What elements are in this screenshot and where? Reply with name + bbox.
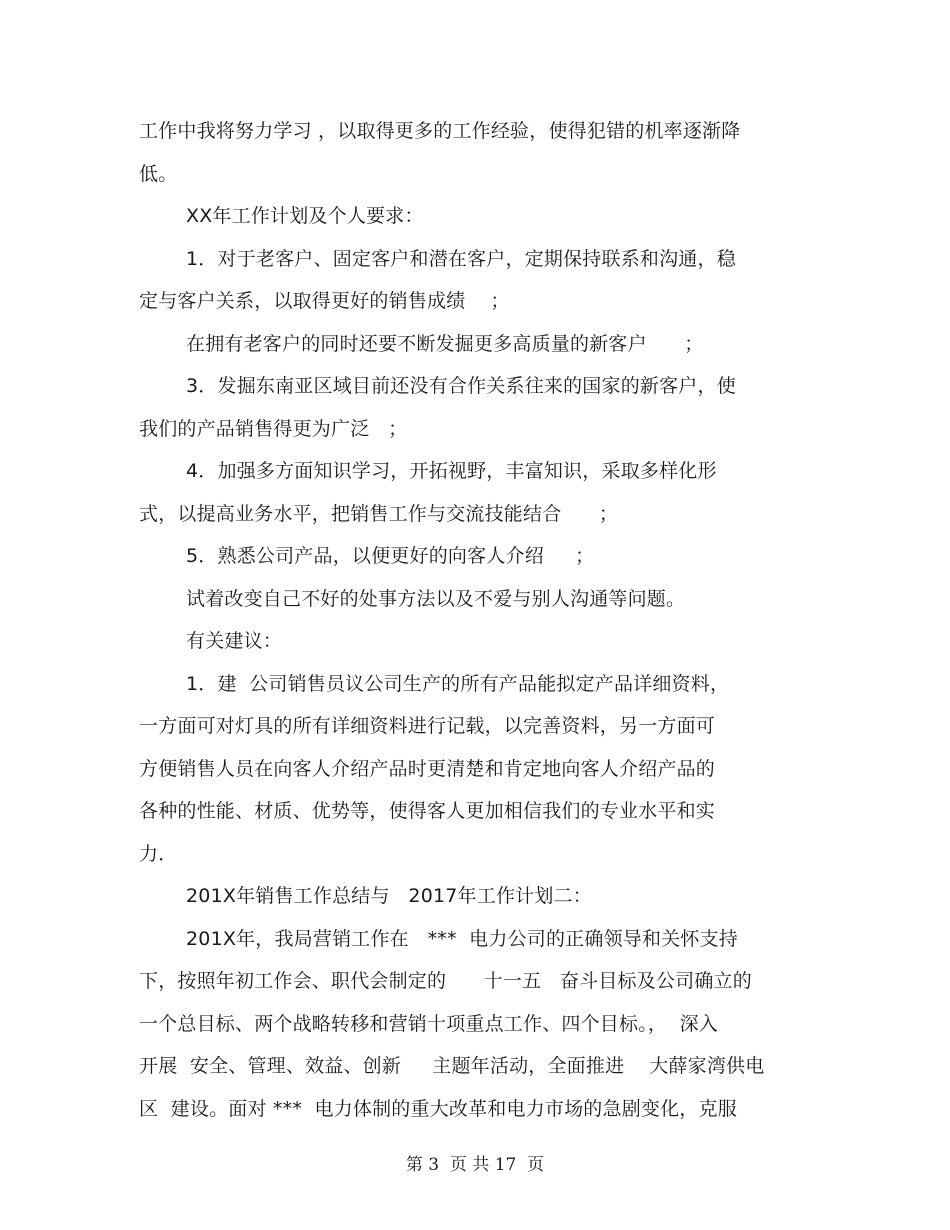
text-line: 我们的产品销售得更为广泛 ； [139, 417, 408, 440]
text-line: 式，以提高业务水平，把销售工作与交流技能结合 ； [139, 502, 619, 525]
page-number-footer: 第 3 页 共 17 页 [405, 1155, 545, 1175]
text-line: 201X年，我局营销工作在 *** 电力公司的正确领导和关怀支持 [186, 927, 738, 950]
text-line: 在拥有老客户的同时还要不断发掘更多高质量的新客户 ； [186, 332, 704, 355]
text-line: 一个总目标、两个战略转移和营销十项重点工作、四个目标。， 深入 [139, 1012, 718, 1035]
section-heading: 201X年销售工作总结与 2017年工作计划二： [186, 885, 592, 907]
text-line: 开展 安全、管理、效益、创新 主题年活动，全面推进 大薛家湾供电 [139, 1055, 765, 1077]
text-line: 试着改变自己不好的处事方法以及不爱与别人沟通等问题。 [186, 587, 686, 610]
text-line: 力． [139, 842, 178, 865]
text-line: 方便销售人员在向客人介绍产品时更清楚和肯定地向客人介绍产品的 [139, 757, 716, 780]
section-heading: 有关建议： [186, 630, 283, 652]
text-line: 1．对于老客户、固定客户和潜在客户，定期保持联系和沟通，稳 [186, 247, 736, 270]
text-line: 一方面可对灯具的所有详细资料进行记载，以完善资料，另一方面可 [139, 715, 716, 737]
text-line: 下，按照年初工作会、职代会制定的 十一五 奋斗目标及公司确立的 [139, 970, 752, 992]
section-heading: XX年工作计划及个人要求： [186, 205, 424, 227]
text-line: 1．建 公司销售员议公司生产的所有产品能拟定产品详细资料， [186, 672, 730, 695]
text-line: 3．发掘东南亚区域目前还没有合作关系往来的国家的新客户，使 [186, 375, 736, 397]
text-line: 各种的性能、材质、优势等，使得客人更加相信我们的专业水平和实 [139, 800, 716, 822]
text-line: 工作中我将努力学习 ，以取得更多的工作经验，使得犯错的机率逐渐降 [139, 120, 741, 142]
text-line: 5．熟悉公司产品，以便更好的向客人介绍 ； [186, 545, 595, 567]
text-line: 4．加强多方面知识学习，开拓视野，丰富知识，采取多样化形 [186, 460, 717, 482]
text-line: 低。 [139, 162, 178, 185]
text-line: 区 建设。面对 *** 电力体制的重大改革和电力市场的急剧变化，克服 [139, 1097, 737, 1120]
text-line: 定与客户关系，以取得更好的销售成绩 ； [139, 290, 510, 312]
document-body [139, 110, 819, 1130]
